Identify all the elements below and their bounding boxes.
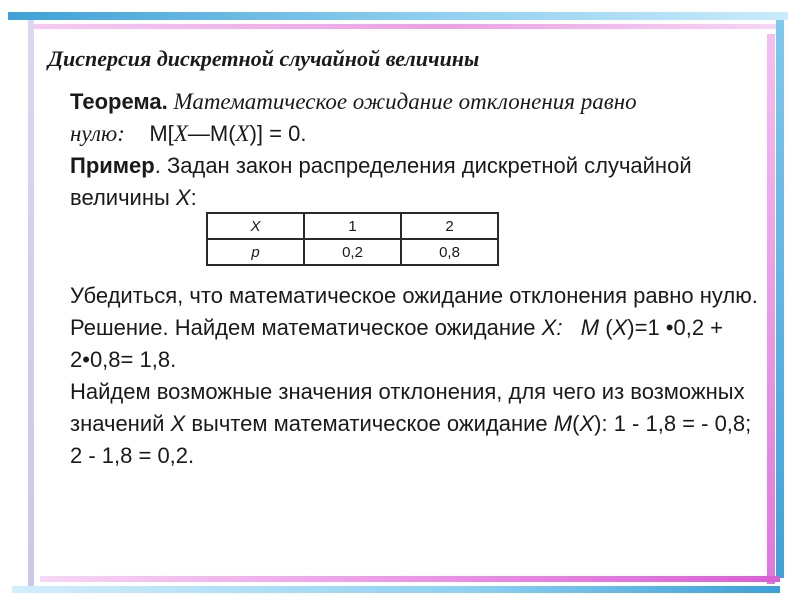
solution-line-2: Найдем возможные значения отклонения, для чего из возможных значений: [70, 379, 745, 436]
table-cell: 1: [304, 213, 401, 239]
table-row-header: X: [207, 213, 304, 239]
frame-right-blue-bar: [776, 20, 784, 578]
example-text: . Задан закон распределения дискретной случайной величины: [70, 153, 692, 210]
table-row-header: p: [207, 239, 304, 265]
table-row: [207, 239, 498, 265]
frame-left-bar: [28, 20, 34, 592]
expectation-calculation: M (X)=1 •0,2 + 2•0,8= 1,8.: [70, 315, 724, 372]
frame-bottom-pink-bar: [40, 576, 780, 582]
theorem-formula: M[X—M(X)] = 0.: [149, 121, 307, 146]
theorem-statement: Математическое ожидание отклонения равно нулю:: [70, 89, 637, 146]
table-cell: 0,8: [401, 239, 498, 265]
theorem-paragraph: [70, 86, 760, 150]
frame-right-pink-bar: [767, 34, 775, 584]
example-variable: X: [175, 185, 191, 210]
solution-line-1: Убедиться, что математическое ожидание отклонения равно нулю. Решение. Найдем математическое ожидание: [70, 283, 758, 340]
table-cell: 2: [401, 213, 498, 239]
slide-title: Дисперсия дискретной случайной величины: [48, 46, 480, 71]
frame-top-pink-bar: [30, 24, 780, 29]
theorem-label: Теорема.: [70, 89, 168, 114]
frame-top-blue-bar: [8, 12, 788, 20]
distribution-table: [206, 212, 499, 266]
example-label: Пример: [70, 153, 155, 178]
example-paragraph: Пример. Задан закон распределения дискретной случайной величины X:: [70, 153, 692, 210]
frame-bottom-blue-bar: [12, 586, 780, 593]
table-cell: 0,2: [304, 239, 401, 265]
solution-paragraph: Убедиться, что математическое ожидание отклонения равно нулю. Решение. Найдем математическое ожидание X: M (X)=1 •0,2 + 2•0,8= 1,8. Найдем возможные значения отклонения, для чего из возможных значений X вычтем математическое ожидание M(X): 1 - 1,8 = - 0,8; 2 - 1,8 = 0,2.: [70, 283, 758, 468]
deviation-values: : 1 - 1,8 = - 0,8; 2 - 1,8 = 0,2.: [70, 411, 752, 468]
table-row: [207, 213, 498, 239]
